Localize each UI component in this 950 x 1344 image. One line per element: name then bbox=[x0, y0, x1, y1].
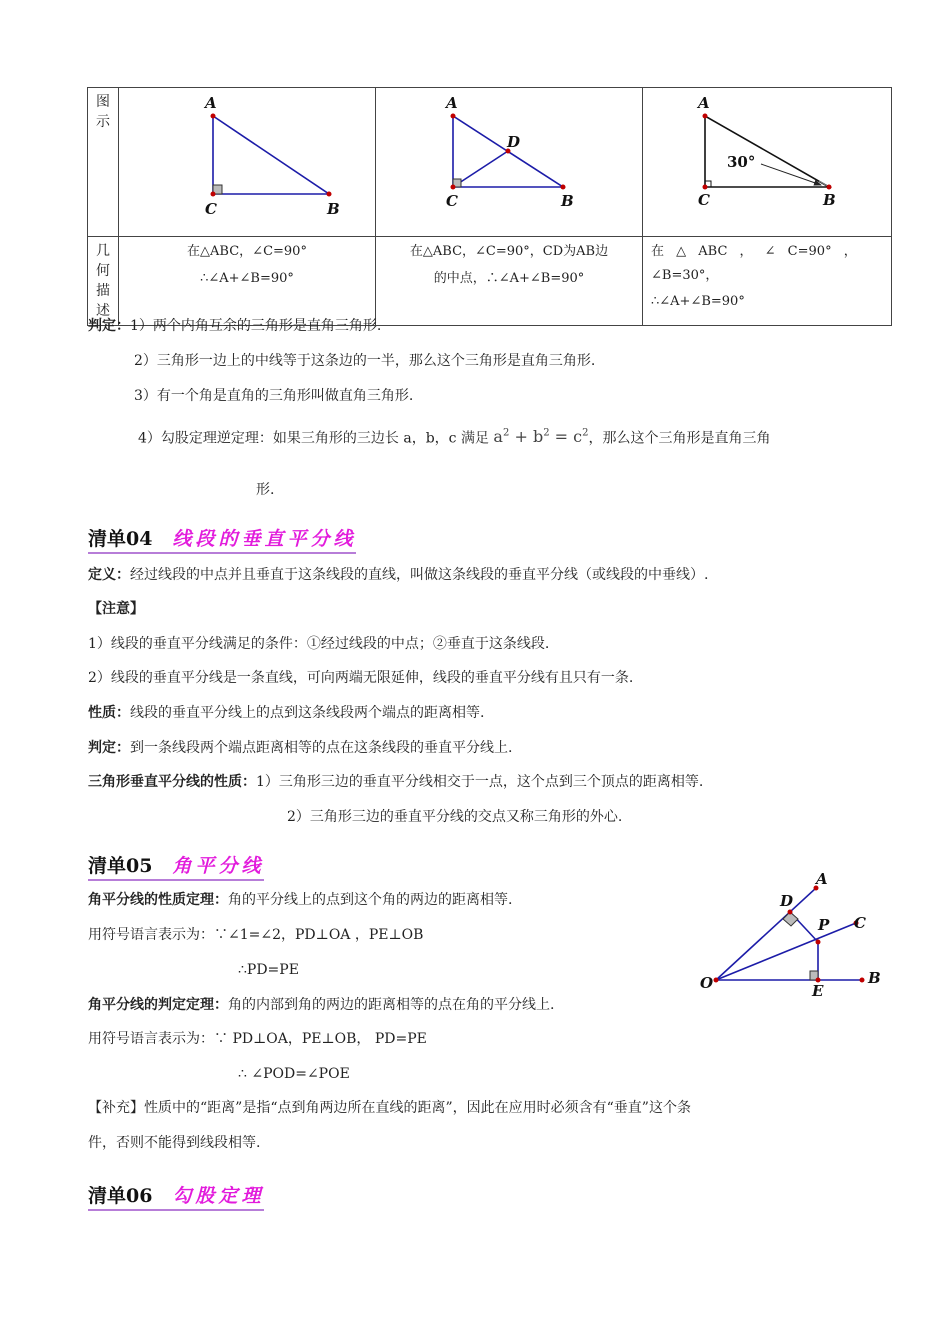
description-line: 的中点，∴∠A+∠B=90° bbox=[433, 271, 585, 286]
section-heading-04 bbox=[88, 524, 356, 551]
supplement-line-1: 【补充】性质中的“距离”是指“点到角两边所在直线的距离”，因此在应用时必须含有“垂直”这个条 bbox=[88, 1100, 691, 1116]
triangle-property-line-1: 三角形垂直平分线的性质：1）三角形三边的垂直平分线相交于一点，这个点到三个顶点的距离相等. bbox=[88, 774, 704, 790]
judge-line-4 bbox=[138, 424, 771, 448]
judge-line-5: 形. bbox=[256, 482, 275, 498]
label-b: B bbox=[327, 200, 340, 218]
row-header-figure: 图示 bbox=[88, 88, 119, 237]
label-c: C bbox=[446, 192, 458, 210]
judge-line-3: 3）有一个角是直角的三角形叫做直角三角形. bbox=[134, 388, 414, 404]
figure-cell-2 bbox=[376, 88, 643, 237]
label-d: D bbox=[507, 133, 521, 151]
description-cell-1 bbox=[119, 237, 376, 326]
figure-table bbox=[87, 87, 892, 326]
label-c: C bbox=[698, 191, 710, 209]
section-number: 清单05 bbox=[88, 855, 153, 877]
description-cell-2 bbox=[376, 237, 643, 326]
description-line: 在△ABC，∠C=90° bbox=[187, 244, 307, 259]
note-heading: 【注意】 bbox=[88, 601, 144, 617]
right-triangle-figure bbox=[119, 88, 375, 232]
symbol-line-4: ∴ ∠POD=∠POE bbox=[238, 1066, 350, 1082]
symbol-line-3: 用符号语言表示为：∵ PD⊥OA，PE⊥OB， PD=PE bbox=[88, 1031, 427, 1047]
section-heading-06 bbox=[88, 1181, 264, 1208]
triangle-property-line-2: 2）三角形三边的垂直平分线的交点又称三角形的外心. bbox=[287, 809, 623, 825]
section-underline bbox=[88, 879, 264, 881]
property-line: 性质：线段的垂直平分线上的点到这条线段两个端点的距离相等. bbox=[88, 705, 485, 721]
label-c: C bbox=[205, 200, 217, 218]
figure-cell-1 bbox=[119, 88, 376, 237]
label-p: P bbox=[818, 916, 830, 934]
angle-bisector-figure bbox=[692, 868, 892, 998]
symbol-line-1: 用符号语言表示为：∵∠1=∠2，PD⊥OA ，PE⊥OB bbox=[88, 927, 424, 943]
label-a: A bbox=[816, 870, 828, 888]
label-a: A bbox=[446, 94, 458, 112]
pythagoras-formula: $a^2 + b^2 = c^2$ bbox=[493, 427, 589, 447]
description-line: ∠B=30°， bbox=[651, 268, 719, 283]
judge-04-line: 判定：到一条线段两个端点距离相等的点在这条线段的垂直平分线上. bbox=[88, 740, 513, 756]
label-a: A bbox=[698, 94, 710, 112]
section-number: 清单06 bbox=[88, 1185, 153, 1207]
label-b: B bbox=[823, 191, 836, 209]
figure-cell-3 bbox=[643, 88, 892, 237]
label-b: B bbox=[561, 192, 574, 210]
bisector-property-line: 角平分线的性质定理：角的平分线上的点到这个角的两边的距离相等. bbox=[88, 892, 513, 908]
bisector-judge-line: 角平分线的判定定理：角的内部到角的两边的距离相等的点在角的平分线上. bbox=[88, 997, 555, 1013]
note-line-1: 1）线段的垂直平分线满足的条件：①经过线段的中点；②垂直于这条线段. bbox=[88, 636, 550, 652]
label-angle: 30° bbox=[727, 153, 756, 171]
description-cell-3 bbox=[643, 237, 892, 326]
description-line: ∴∠A+∠B=90° bbox=[200, 271, 294, 286]
note-line-2: 2）线段的垂直平分线是一条直线，可向两端无限延伸，线段的垂直平分线有且只有一条. bbox=[88, 670, 634, 686]
median-triangle-figure bbox=[376, 88, 642, 232]
section-underline bbox=[88, 1209, 264, 1211]
section-title: 勾股定理 bbox=[172, 1185, 265, 1207]
label-b: B bbox=[868, 969, 881, 987]
definition-line: 定义：经过线段的中点并且垂直于这条线段的直线，叫做这条线段的垂直平分线（或线段的中垂线）. bbox=[88, 567, 709, 583]
supplement-line-2: 件，否则不能得到线段相等. bbox=[88, 1135, 261, 1151]
judge-line-2: 2）三角形一边上的中线等于这条边的一半，那么这个三角形是直角三角形. bbox=[134, 353, 596, 369]
symbol-line-2: ∴PD=PE bbox=[238, 962, 299, 978]
thirty-degree-triangle-figure bbox=[643, 88, 891, 232]
label-d: D bbox=[780, 892, 794, 910]
label-c: C bbox=[854, 914, 866, 932]
judge-text: 1）两个内角互余的三角形是直角三角形. bbox=[130, 318, 382, 334]
section-number: 清单04 bbox=[88, 528, 153, 550]
row-header-description: 几何描述 bbox=[88, 237, 119, 326]
section-underline bbox=[88, 552, 356, 554]
description-line: 在 △ ABC ， ∠ C=90° ， bbox=[651, 244, 857, 259]
section-title: 线段的垂直平分线 bbox=[172, 528, 357, 550]
judge-text: 4）勾股定理逆定理：如果三角形的三边长 a，b，c 满足 bbox=[138, 430, 489, 447]
description-line: ∴∠A+∠B=90° bbox=[651, 294, 745, 309]
judge-text: ，那么这个三角形是直角三角 bbox=[588, 430, 771, 447]
description-line: 在△ABC，∠C=90°，CD为AB边 bbox=[409, 244, 609, 259]
judge-line-1 bbox=[88, 316, 381, 336]
judge-label: 判定： bbox=[88, 318, 130, 334]
section-title: 角平分线 bbox=[172, 855, 265, 877]
label-e: E bbox=[812, 982, 824, 998]
section-heading-05 bbox=[88, 851, 264, 878]
label-a: A bbox=[205, 94, 217, 112]
label-o: O bbox=[700, 974, 714, 992]
